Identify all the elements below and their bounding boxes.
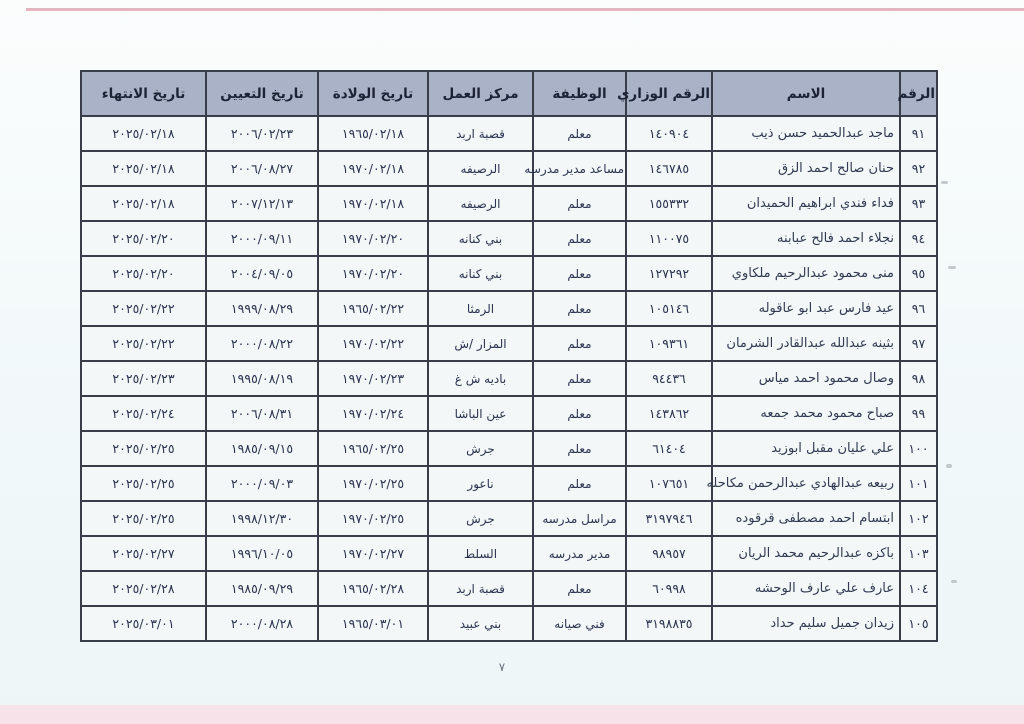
cell-ministry-number: ٦٠٩٩٨ xyxy=(626,571,712,606)
table-row xyxy=(81,606,937,641)
cell-birth-date: ١٩٧٠/٠٢/١٨ xyxy=(318,151,428,186)
cell-birth-date: ١٩٦٥/٠٢/٢٢ xyxy=(318,291,428,326)
cell-end-date: ٢٠٢٥/٠٢/١٨ xyxy=(81,151,206,186)
cell-birth-date: ١٩٧٠/٠٢/٢٥ xyxy=(318,501,428,536)
cell-birth-date: ١٩٦٥/٠٣/٠١ xyxy=(318,606,428,641)
cell-job-title: معلم xyxy=(533,361,626,396)
cell-work-center: السلط xyxy=(428,536,533,571)
cell-birth-date: ١٩٧٠/٠٢/٢٧ xyxy=(318,536,428,571)
cell-end-date: ٢٠٢٥/٠٢/١٨ xyxy=(81,116,206,151)
cell-work-center: جرش xyxy=(428,431,533,466)
cell-birth-date: ١٩٧٠/٠٢/٢٤ xyxy=(318,396,428,431)
cell-appointment-date: ٢٠٠٠/٠٩/٠٣ xyxy=(206,466,318,501)
cell-appointment-date: ١٩٩٦/١٠/٠٥ xyxy=(206,536,318,571)
cell-job-title: معلم xyxy=(533,256,626,291)
cell-name: ابتسام احمد مصطفى قرقوده xyxy=(712,501,900,536)
cell-birth-date: ١٩٧٠/٠٢/٢٥ xyxy=(318,466,428,501)
cell-name: علي عليان مقبل ابوزيد xyxy=(712,431,900,466)
cell-job-title: معلم xyxy=(533,466,626,501)
table-row xyxy=(81,466,937,501)
cell-work-center: المزار /ش xyxy=(428,326,533,361)
cell-job-title: معلم xyxy=(533,221,626,256)
cell-appointment-date: ٢٠٠٦/٠٢/٢٣ xyxy=(206,116,318,151)
table-row xyxy=(81,571,937,606)
cell-appointment-date: ١٩٩٥/٠٨/١٩ xyxy=(206,361,318,396)
cell-end-date: ٢٠٢٥/٠٢/٢٣ xyxy=(81,361,206,396)
cell-ministry-number: ١٢٧٢٩٢ xyxy=(626,256,712,291)
cell-number: ٩١ xyxy=(900,116,937,151)
cell-ministry-number: ٣١٩٨٨٣٥ xyxy=(626,606,712,641)
cell-number: ٩٥ xyxy=(900,256,937,291)
cell-work-center: عين الباشا xyxy=(428,396,533,431)
cell-birth-date: ١٩٧٠/٠٢/٢٢ xyxy=(318,326,428,361)
cell-work-center: بني كنانه xyxy=(428,256,533,291)
cell-number: ٩٣ xyxy=(900,186,937,221)
cell-job-title: معلم xyxy=(533,571,626,606)
cell-name: منى محمود عبدالرحيم ملكاوي xyxy=(712,256,900,291)
cell-job-title: معلم xyxy=(533,431,626,466)
cell-appointment-date: ١٩٨٥/٠٩/١٥ xyxy=(206,431,318,466)
cell-end-date: ٢٠٢٥/٠٢/٢٥ xyxy=(81,431,206,466)
cell-work-center: جرش xyxy=(428,501,533,536)
table-row xyxy=(81,326,937,361)
cell-number: ٩٨ xyxy=(900,361,937,396)
cell-number: ٩٧ xyxy=(900,326,937,361)
cell-job-title: معلم xyxy=(533,326,626,361)
cell-appointment-date: ١٩٨٥/٠٩/٢٩ xyxy=(206,571,318,606)
cell-ministry-number: ١٥٥٣٣٢ xyxy=(626,186,712,221)
cell-birth-date: ١٩٧٠/٠٢/٢٠ xyxy=(318,256,428,291)
cell-ministry-number: ١٠٧٦٥١ xyxy=(626,466,712,501)
cell-birth-date: ١٩٦٥/٠٢/٢٨ xyxy=(318,571,428,606)
cell-work-center: الرصيفه xyxy=(428,151,533,186)
cell-birth-date: ١٩٧٠/٠٢/٢٠ xyxy=(318,221,428,256)
scan-artifact xyxy=(946,464,952,468)
cell-birth-date: ١٩٦٥/٠٢/١٨ xyxy=(318,116,428,151)
cell-appointment-date: ٢٠٠٠/٠٨/٢٢ xyxy=(206,326,318,361)
cell-name: بثينه عبدالله عبدالقادر الشرمان xyxy=(712,326,900,361)
cell-ministry-number: ١٠٩٣٦١ xyxy=(626,326,712,361)
table-row xyxy=(81,221,937,256)
table-row xyxy=(81,396,937,431)
cell-end-date: ٢٠٢٥/٠٢/١٨ xyxy=(81,186,206,221)
scan-bottom-band xyxy=(0,705,1024,724)
cell-end-date: ٢٠٢٥/٠٢/٢٥ xyxy=(81,501,206,536)
cell-ministry-number: ١١٠٠٧٥ xyxy=(626,221,712,256)
cell-end-date: ٢٠٢٥/٠٢/٢٧ xyxy=(81,536,206,571)
cell-appointment-date: ٢٠٠٠/٠٨/٢٨ xyxy=(206,606,318,641)
column-header-number: الرقم xyxy=(900,71,937,116)
cell-name: باكزه عبدالرحيم محمد الريان xyxy=(712,536,900,571)
column-header-birth-date: تاريخ الولادة xyxy=(318,71,428,116)
cell-name: عارف علي عارف الوحشه xyxy=(712,571,900,606)
cell-ministry-number: ١٠٥١٤٦ xyxy=(626,291,712,326)
cell-birth-date: ١٩٧٠/٠٢/٢٣ xyxy=(318,361,428,396)
table-row xyxy=(81,536,937,571)
cell-job-title: معلم xyxy=(533,186,626,221)
cell-name: وصال محمود احمد مياس xyxy=(712,361,900,396)
cell-appointment-date: ١٩٩٩/٠٨/٢٩ xyxy=(206,291,318,326)
cell-number: ١٠٣ xyxy=(900,536,937,571)
cell-number: ١٠٥ xyxy=(900,606,937,641)
cell-name: ماجد عبدالحميد حسن ذيب xyxy=(712,116,900,151)
cell-birth-date: ١٩٦٥/٠٢/٢٥ xyxy=(318,431,428,466)
scan-artifact xyxy=(951,580,957,583)
column-header-ministry-number: الرقم الوزاري xyxy=(626,71,712,116)
cell-name: فداء فندي ابراهيم الحميدان xyxy=(712,186,900,221)
cell-work-center: ناعور xyxy=(428,466,533,501)
table-body xyxy=(81,116,937,641)
cell-ministry-number: ٣١٩٧٩٤٦ xyxy=(626,501,712,536)
cell-name: زيدان جميل سليم حداد xyxy=(712,606,900,641)
cell-work-center: الرصيفه xyxy=(428,186,533,221)
cell-name: عيد فارس عبد ابو عاقوله xyxy=(712,291,900,326)
cell-end-date: ٢٠٢٥/٠٢/٢٨ xyxy=(81,571,206,606)
page-number: ٧ xyxy=(498,660,506,674)
cell-ministry-number: ٩٤٤٣٦ xyxy=(626,361,712,396)
cell-name: صباح محمود محمد جمعه xyxy=(712,396,900,431)
scan-artifact xyxy=(941,181,948,184)
cell-ministry-number: ١٤٠٩٠٤ xyxy=(626,116,712,151)
employee-roster-table xyxy=(80,70,938,642)
cell-job-title: معلم xyxy=(533,291,626,326)
cell-number: ٩٢ xyxy=(900,151,937,186)
scan-artifact xyxy=(948,266,956,269)
column-header-job-title: الوظيفة xyxy=(533,71,626,116)
cell-appointment-date: ٢٠٠٠/٠٩/١١ xyxy=(206,221,318,256)
column-header-name: الاسم xyxy=(712,71,900,116)
scan-edge-line xyxy=(26,8,1024,11)
column-header-end-date: تاريخ الانتهاء xyxy=(81,71,206,116)
cell-appointment-date: ٢٠٠٧/١٢/١٣ xyxy=(206,186,318,221)
cell-end-date: ٢٠٢٥/٠٢/٢٢ xyxy=(81,326,206,361)
cell-ministry-number: ١٤٦٧٨٥ xyxy=(626,151,712,186)
table-row xyxy=(81,431,937,466)
cell-job-title: مراسل مدرسه xyxy=(533,501,626,536)
cell-birth-date: ١٩٧٠/٠٢/١٨ xyxy=(318,186,428,221)
cell-ministry-number: ٦١٤٠٤ xyxy=(626,431,712,466)
cell-name: ربيعه عبدالهادي عبدالرحمن مكاحله xyxy=(712,466,900,501)
cell-ministry-number: ١٤٣٨٦٢ xyxy=(626,396,712,431)
cell-appointment-date: ١٩٩٨/١٢/٣٠ xyxy=(206,501,318,536)
cell-end-date: ٢٠٢٥/٠٢/٢٢ xyxy=(81,291,206,326)
column-header-work-center: مركز العمل xyxy=(428,71,533,116)
cell-end-date: ٢٠٢٥/٠٢/٢٠ xyxy=(81,256,206,291)
cell-work-center: بني عبيد xyxy=(428,606,533,641)
cell-appointment-date: ٢٠٠٤/٠٩/٠٥ xyxy=(206,256,318,291)
cell-work-center: باديه ش غ xyxy=(428,361,533,396)
table-row xyxy=(81,151,937,186)
cell-end-date: ٢٠٢٥/٠٢/٢٤ xyxy=(81,396,206,431)
cell-number: ١٠٤ xyxy=(900,571,937,606)
cell-number: ٩٦ xyxy=(900,291,937,326)
table-row xyxy=(81,361,937,396)
cell-number: ١٠١ xyxy=(900,466,937,501)
table-row xyxy=(81,256,937,291)
table-row xyxy=(81,186,937,221)
cell-job-title: مساعد مدير مدرسه xyxy=(533,151,626,186)
cell-job-title: معلم xyxy=(533,396,626,431)
cell-work-center: الرمثا xyxy=(428,291,533,326)
cell-job-title: مدير مدرسه xyxy=(533,536,626,571)
cell-number: ٩٤ xyxy=(900,221,937,256)
cell-job-title: فني صيانه xyxy=(533,606,626,641)
header-row xyxy=(81,71,937,116)
cell-number: ١٠٠ xyxy=(900,431,937,466)
cell-name: نجلاء احمد فالح عبابنه xyxy=(712,221,900,256)
table-row xyxy=(81,501,937,536)
cell-end-date: ٢٠٢٥/٠٣/٠١ xyxy=(81,606,206,641)
cell-name: حنان صالح احمد الزق xyxy=(712,151,900,186)
cell-end-date: ٢٠٢٥/٠٢/٢٥ xyxy=(81,466,206,501)
table-row xyxy=(81,291,937,326)
cell-appointment-date: ٢٠٠٦/٠٨/٣١ xyxy=(206,396,318,431)
cell-end-date: ٢٠٢٥/٠٢/٢٠ xyxy=(81,221,206,256)
cell-work-center: بني كنانه xyxy=(428,221,533,256)
cell-work-center: قصبة اربد xyxy=(428,571,533,606)
table-row xyxy=(81,116,937,151)
cell-appointment-date: ٢٠٠٦/٠٨/٢٧ xyxy=(206,151,318,186)
column-header-appointment-date: تاريخ التعيين xyxy=(206,71,318,116)
cell-number: ٩٩ xyxy=(900,396,937,431)
cell-work-center: قصبة اربد xyxy=(428,116,533,151)
cell-number: ١٠٢ xyxy=(900,501,937,536)
cell-ministry-number: ٩٨٩٥٧ xyxy=(626,536,712,571)
cell-job-title: معلم xyxy=(533,116,626,151)
